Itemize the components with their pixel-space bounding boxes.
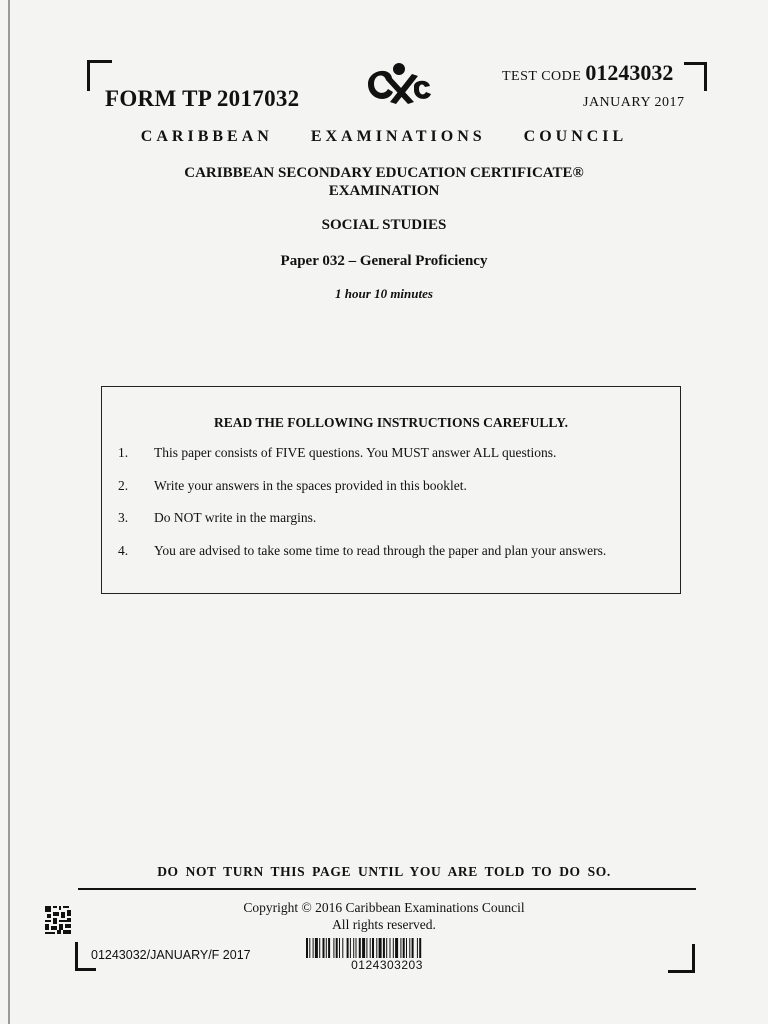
paper-title: Paper 032 – General Proficiency <box>280 253 488 269</box>
qr-code-icon <box>45 906 71 934</box>
instructions-title: READ THE FOLLOWING INSTRUCTIONS CAREFULLY. <box>214 415 568 430</box>
barcode-number: 0124303203 <box>351 958 423 972</box>
certificate-title <box>0 164 768 200</box>
copyright-notice <box>0 899 768 933</box>
instruction-number: 1. <box>118 445 129 460</box>
footer-divider <box>78 888 696 890</box>
do-not-turn-warning: DO NOT TURN THIS PAGE UNTIL YOU ARE TOLD TO DO SO. <box>157 864 611 879</box>
instruction-item <box>118 510 316 526</box>
instruction-number: 4. <box>118 543 129 558</box>
instruction-number: 2. <box>118 478 129 493</box>
form-number: FORM TP 2017032 <box>105 86 300 111</box>
instruction-text: Write your answers in the spaces provided in this booklet. <box>154 478 467 493</box>
instruction-number: 3. <box>118 510 129 525</box>
instruction-text: Do NOT write in the margins. <box>154 510 317 525</box>
test-code-value: 01243032 <box>585 60 674 85</box>
certificate-line-1: CARIBBEAN SECONDARY EDUCATION CERTIFICATE® <box>184 165 584 181</box>
instruction-item <box>118 543 606 559</box>
paper-reference-code: 01243032/JANUARY/F 2017 <box>91 948 251 962</box>
copyright-line-1: Copyright © 2016 Caribbean Examinations Council <box>243 900 525 915</box>
council-name: CARIBBEAN EXAMINATIONS COUNCIL <box>140 128 628 145</box>
copyright-line-2: All rights reserved. <box>332 917 436 932</box>
certificate-line-2: EXAMINATION <box>328 183 440 199</box>
instruction-item <box>118 478 467 494</box>
instructions-box <box>101 386 681 594</box>
instruction-item <box>118 445 556 461</box>
test-code <box>502 60 673 86</box>
exam-duration: 1 hour 10 minutes <box>335 286 433 301</box>
exam-session: JANUARY 2017 <box>583 95 685 110</box>
subject-title: SOCIAL STUDIES <box>321 217 447 233</box>
corner-mark-bottom-right <box>668 944 695 973</box>
instruction-text: This paper consists of FIVE questions. You MUST answer ALL questions. <box>154 445 557 460</box>
corner-mark-top-right <box>684 62 707 91</box>
cxc-logo-icon <box>362 58 434 108</box>
barcode-icon <box>306 938 468 958</box>
test-code-label: TEST CODE <box>502 69 582 84</box>
instruction-text: You are advised to take some time to read through the paper and plan your answers. <box>154 543 607 558</box>
